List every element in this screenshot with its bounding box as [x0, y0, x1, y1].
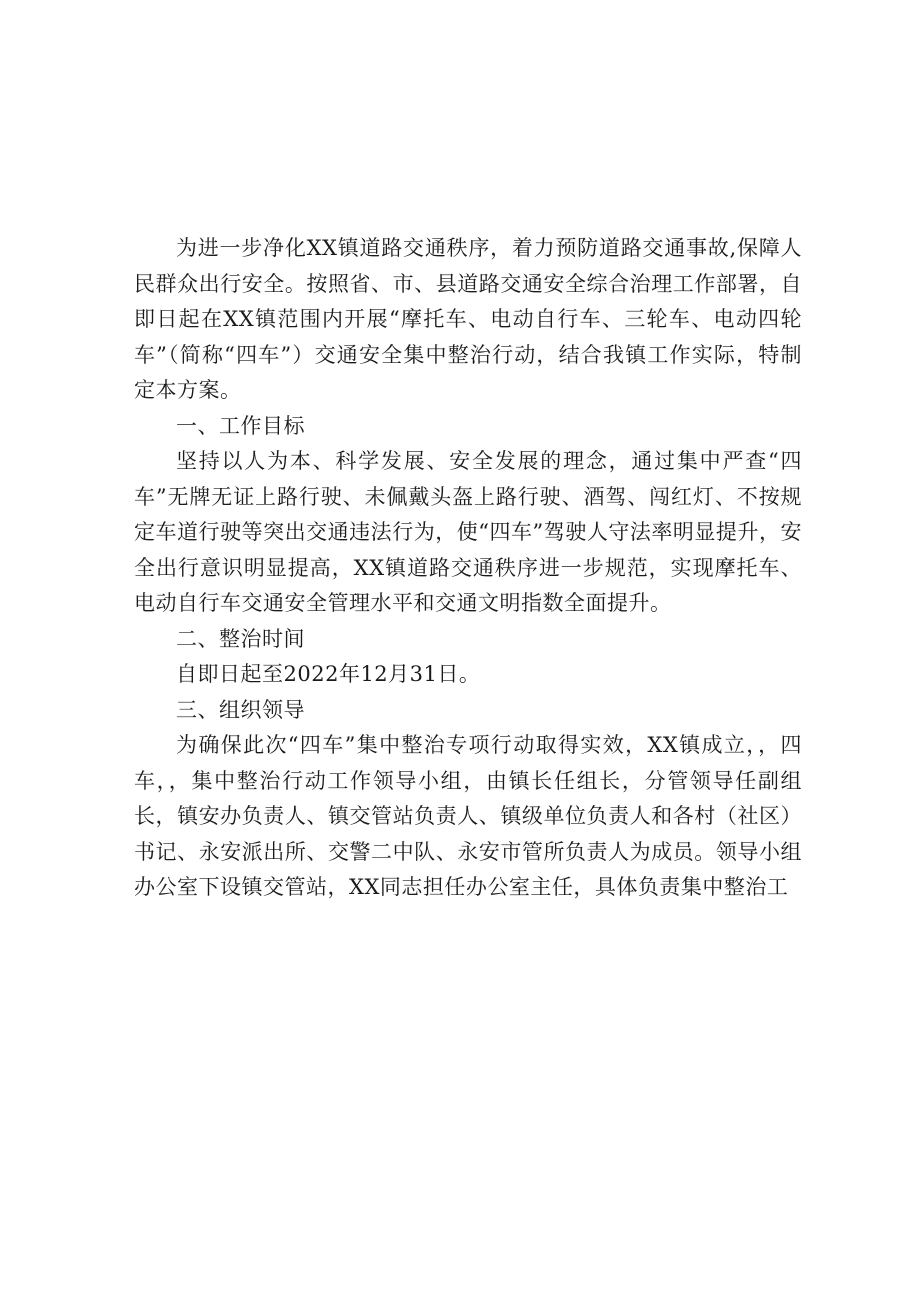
paragraph-rectification-time: 自即日起至2022年12月31日。 — [176, 662, 481, 686]
heading-work-goal: 一、工作目标 — [176, 413, 305, 438]
heading-organization-leadership: 三、组织领导 — [176, 697, 305, 722]
paragraph-work-goal: 坚持以人为本、科学发展、安全发展的理念，通过集中严查“四车”无牌无证上路行驶、未佩戴头盔上路行驶、酒驾、闯红灯、不按规定车道行驶等突出交通违法行为，使“四车”驾驶人守法率明显提升，安全出行意识明显提高，XX镇道路交通秩序进一步规范，实现摩托车、电动自行车交通安全管理水平和交通文明指数全面提升。 — [134, 449, 802, 615]
document-body — [134, 231, 802, 906]
paragraph-organization-leadership: 为确保此次“四车”集中整治专项行动取得实效，XX镇成立，，四车，，集中整治行动工作领导小组，由镇长任组长，分管领导任副组长，镇安办负责人、镇交管站负责人、镇级单位负责人和各村（社区）书记、永安派出所、交警二中队、永安市管所负责人为成员。领导小组办公室下设镇交管站，XX同志担任办公室主任，具体负责集中整治工 — [134, 733, 802, 899]
heading-rectification-time: 二、整治时间 — [176, 626, 305, 651]
paragraph-intro: 为进一步净化XX镇道路交通秩序，着力预防道路交通事故,保障人民群众出行安全。按照省、市、县道路交通安全综合治理工作部署，自即日起在XX镇范围内开展“摩托车、电动自行车、三轮车、电动四轮车”（简称“四车”）交通安全集中整治行动，结合我镇工作实际，特制定本方案。 — [134, 236, 802, 402]
